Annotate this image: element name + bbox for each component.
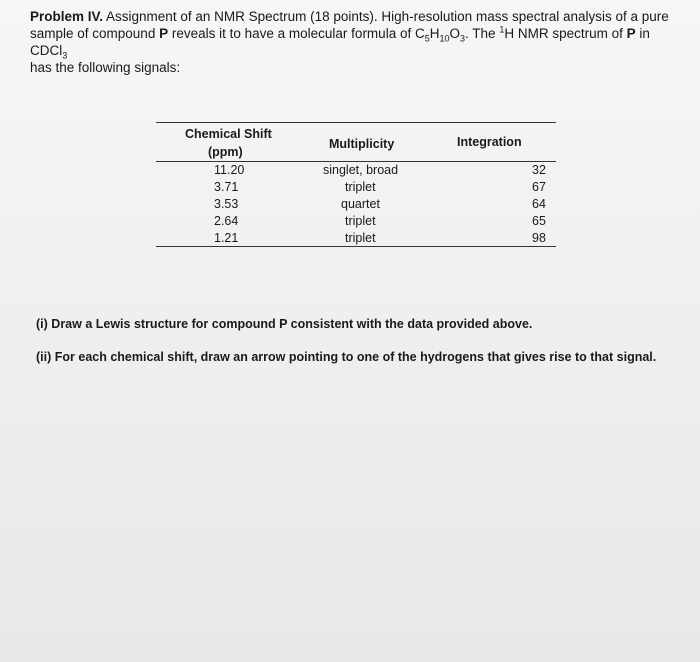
compound-label: P	[159, 26, 169, 41]
cell-shift-3: 3.53	[214, 197, 239, 211]
table-top-rule	[156, 122, 556, 123]
cell-integration-1: 32	[532, 163, 546, 177]
table-bottom-rule	[156, 246, 556, 247]
question-i: (i) Draw a Lewis structure for compound P consistent with the data provided above.	[36, 317, 533, 331]
nmr-signal-table	[156, 118, 556, 253]
question-list	[36, 316, 666, 382]
cell-multiplicity-4: triplet	[345, 214, 376, 228]
header-integration: Integration	[457, 135, 522, 149]
header-ppm: (ppm)	[208, 145, 243, 159]
header-chemical-shift: Chemical Shift	[185, 127, 272, 141]
cell-integration-3: 64	[532, 197, 546, 211]
cell-multiplicity-5: triplet	[345, 231, 376, 245]
cell-shift-4: 2.64	[214, 214, 239, 228]
problem-label: Problem IV.	[30, 9, 104, 24]
cell-shift-5: 1.21	[214, 231, 239, 245]
cell-multiplicity-2: triplet	[345, 180, 376, 194]
cell-shift-2: 3.71	[214, 180, 239, 194]
question-ii: (ii) For each chemical shift, draw an arrow pointing to one of the hydrogens that gives rise to that signal.	[36, 350, 657, 364]
problem-line-3: has the following signals:	[30, 60, 181, 75]
cell-integration-5: 98	[532, 231, 546, 245]
cell-integration-4: 65	[532, 214, 546, 228]
problem-statement	[30, 8, 680, 76]
cell-shift-1: 11.20	[214, 163, 245, 177]
cell-multiplicity-1: singlet, broad	[323, 163, 399, 177]
problem-line-2: sample of compound P reveals it to have a molecular formula of $C_5H_{10}O_3$. The $^1$H NMR spectrum of P in CDCl$_3$	[30, 24, 650, 61]
cell-multiplicity-3: quartet	[341, 197, 380, 211]
problem-line-1: Problem IV. Assignment of an NMR Spectrum (18 points). High-resolution mass spectral analysis of a pure	[30, 9, 669, 24]
cell-integration-2: 67	[532, 180, 546, 194]
header-multiplicity: Multiplicity	[329, 137, 395, 151]
